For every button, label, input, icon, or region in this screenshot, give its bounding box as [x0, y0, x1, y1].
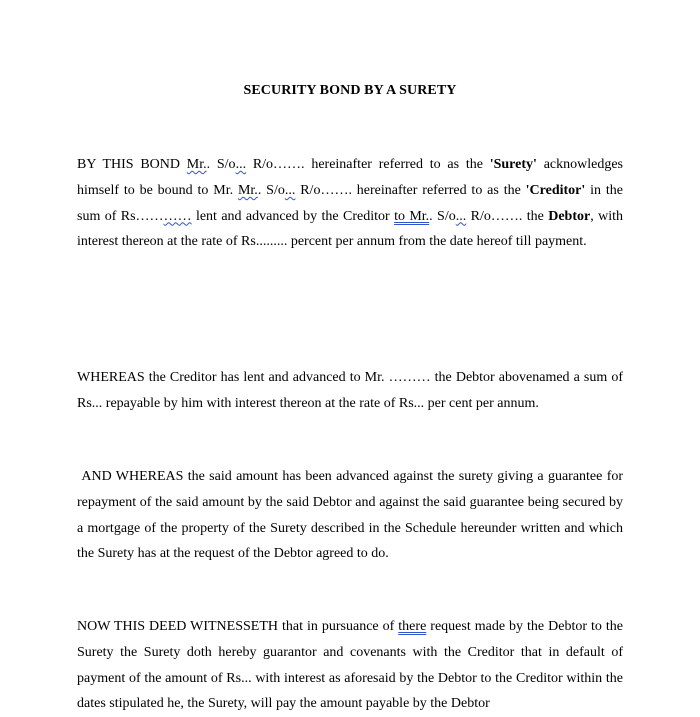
paragraph-whereas: WHEREAS the Creditor has lent and advanced to Mr. ……… the Debtor abovenamed a sum of Rs... repayable by him with interest thereon at the rate of Rs... per cent per annum.	[77, 370, 623, 411]
spellcheck-mark: ……	[163, 208, 192, 224]
text-run: in the sum of Rs……	[77, 182, 623, 224]
text-run: R/o……. the	[466, 208, 549, 224]
spellcheck-mark: ...	[455, 208, 467, 224]
spellcheck-mark: ...	[284, 182, 296, 198]
spellcheck-mark: Mr.	[237, 182, 258, 198]
paragraph-and-whereas	[77, 464, 623, 567]
spellcheck-mark: ...	[235, 157, 247, 172]
text-run: . S/o	[257, 182, 285, 198]
text-run: NOW THIS DEED WITNESSETH that in pursuance of	[77, 619, 399, 634]
text-run: request made by the Debtor to the Surety the Surety doth hereby guarantor and covenants with the Creditor that in default of payment of the amount of Rs... with interest as aforesaid by the Debtor to the Creditor within the dates stipulated he, the Surety, will pay the amount payable by the Debtor	[77, 619, 623, 712]
document-title: SECURITY BOND BY A SURETY	[243, 83, 457, 98]
text-run: R/o……. hereinafter referred to as the	[246, 157, 490, 172]
paragraph-witnesseth	[77, 614, 623, 717]
term-debtor: Debtor	[548, 208, 591, 224]
text-run: , with interest thereon at the rate of Rs......... percent per annum from the date hereof till payment.	[77, 208, 623, 250]
grammar-mark: there	[398, 619, 427, 634]
spellcheck-mark: Mr.	[186, 157, 207, 172]
term-surety: 'Surety'	[489, 157, 537, 172]
paragraph-bond-terms	[77, 152, 623, 255]
text-run: BY THIS BOND	[77, 157, 187, 172]
term-creditor: 'Creditor'	[525, 182, 586, 198]
text-run: . S/o	[429, 208, 456, 224]
text-run: AND WHEREAS the said amount has been advanced against the surety giving a guarantee for repayment of the said amount by the said Debtor and against the said guarantee being secured by a mortgage of the property of the Surety described in the Schedule hereunder written and which the Surety has at the request of the Debtor agreed to do.	[77, 469, 624, 562]
grammar-mark: to Mr.	[394, 208, 430, 224]
text-run: R/o……. hereinafter referred to as the	[295, 182, 526, 198]
text-run: . S/o	[206, 157, 236, 172]
text-run: acknowledges himself to be bound to Mr.	[77, 157, 623, 198]
text-run: lent and advanced by the Creditor	[191, 208, 395, 224]
